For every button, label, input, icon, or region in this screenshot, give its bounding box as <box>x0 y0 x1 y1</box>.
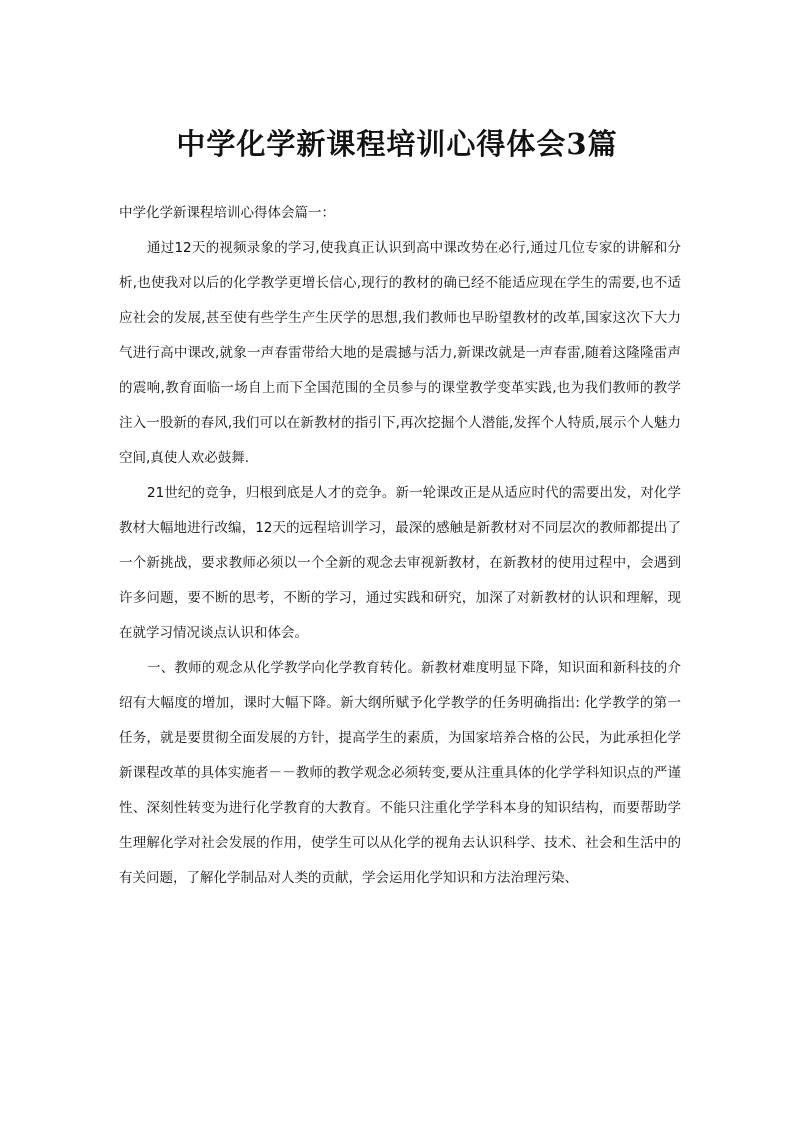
document-body <box>119 196 681 896</box>
paragraph-2: 21世纪的竞争，归根到底是人才的竞争。新一轮课改正是从适应时代的需要出发，对化学教材大幅地进行改编，12天的远程培训学习，最深的感触是新教材对不同层次的教师都提出了一个新挑战，要求教师必须以一个全新的观念去审视新教材，在新教材的使用过程中，会遇到许多问题，要不断的思考，不断的学习，通过实践和研究，加深了对新教材的认识和理解，现在就学习情况谈点认识和体会。 <box>119 485 681 641</box>
document-title: 中学化学新课程培训心得体会3篇 <box>176 127 618 161</box>
section-heading: 中学化学新课程培训心得体会篇一： <box>119 205 335 221</box>
paragraph-3: 一、教师的观念从化学教学向化学教育转化。新教材难度明显下降，知识面和新科技的介绍有大幅度的增加，课时大幅下降。新大纲所赋予化学教学的任务明确指出: 化学教学的第一任务，就是要贯彻全面发展的方针，提高学生的素质，为国家培养合格的公民，为此承担化学新课程改革的具体实施者－－教师的教学观念必须转变,要从注重具体的化学学科知识点的严谨性、深刻性转变为进行化学教育的大教育。不能只注重化学学科本身的知识结构，而要帮助学生理解化学对社会发展的作用，使学生可以从化学的视角去认识科学、技术、社会和生活中的有关问题，了解化学制品对人类的贡献，学会运用化学知识和方法治理污染、 <box>119 660 681 886</box>
paragraph-1: 通过12天的视频录象的学习,使我真正认识到高中课改势在必行,通过几位专家的讲解和分析,也使我对以后的化学教学更增长信心,现行的教材的确已经不能适应现在学生的需要,也不适应社会的发展,甚至使有些学生产生厌学的思想,我们教师也早盼望教材的改革,国家这次下大力气进行高中课改,就象一声春雷带给大地的是震撼与活力,新课改就是一声春雷,随着这隆隆雷声的震响,教育面临一场自上而下全国范围的全员参与的课堂教学变革实践,也为我们教师的教学注入一股新的春风,我们可以在新教材的指引下,再次挖掘个人潜能,发挥个人特质,展示个人魅力空间,真使人欢必鼓舞. <box>119 240 681 466</box>
